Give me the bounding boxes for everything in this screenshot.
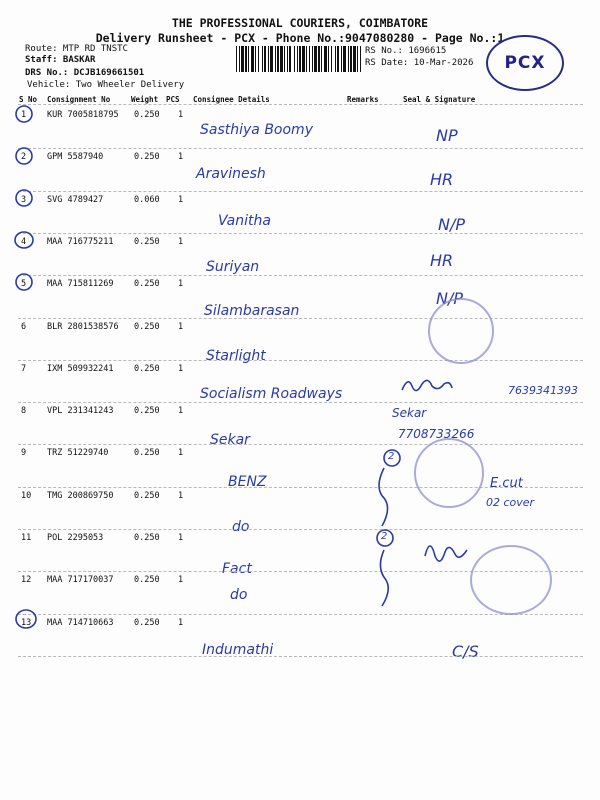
- row-consignee-handwritten: Socialism Roadways: [200, 385, 343, 402]
- row-weight: 0.250: [134, 406, 160, 417]
- row-consignee-handwritten: Indumathi: [202, 641, 274, 658]
- sno-circle-13: [16, 610, 36, 628]
- row-weight: 0.250: [134, 152, 160, 163]
- row-consignment-no: MAA 714710663: [47, 617, 114, 628]
- row-pcs: 1: [178, 406, 184, 417]
- row-signature: NP: [436, 126, 458, 145]
- benz-seal-stamp: [414, 438, 484, 508]
- row-consignment-no: KUR 7005818795: [47, 110, 119, 120]
- staff-label: Staff: BASKAR: [25, 55, 96, 65]
- row-pcs: 1: [178, 575, 184, 586]
- row-pcs: 1: [178, 490, 184, 501]
- vehicle-label: Vehicle: Two Wheeler Delivery: [27, 80, 185, 90]
- row-consignment-no: IXM 509932241: [47, 363, 114, 374]
- sno-circle-4: [15, 232, 33, 248]
- row-pcs: 1: [178, 448, 184, 459]
- row-signature: N/P: [438, 214, 466, 234]
- row-consignee-handwritten: Suriyan: [206, 258, 260, 275]
- handwritten-phone-row7: 7639341393: [508, 384, 578, 397]
- brace-11-12: [380, 550, 388, 606]
- row-sno: 3: [21, 194, 27, 205]
- row-pcs: 1: [178, 194, 184, 205]
- signature-scribble-7: [402, 380, 452, 390]
- row-weight: 0.250: [134, 321, 160, 332]
- company-title: THE PROFESSIONAL COURIERS, COIMBATORE: [171, 16, 429, 30]
- row-pcs: 1: [178, 363, 184, 374]
- row-consignment-no: MAA 715811269: [47, 279, 114, 290]
- row-weight: 0.250: [134, 490, 160, 501]
- row-sno: 6: [21, 321, 27, 332]
- row-weight: 0.250: [134, 110, 160, 120]
- sno-circle-1: [16, 106, 32, 122]
- courier-seal-stamp: [428, 298, 494, 364]
- row-sno: 8: [21, 406, 27, 417]
- row-weight: 0.060: [134, 194, 160, 205]
- rs-date: RS Date: 10-Mar-2026: [365, 58, 474, 68]
- row-consignee-handwritten: Fact: [222, 561, 252, 577]
- row-consignee-handwritten: Starlight: [206, 347, 266, 364]
- col-header-weight: Weight: [131, 95, 159, 104]
- row-sno: 12: [21, 575, 32, 586]
- rs-number: RS No.: 1696615: [365, 46, 447, 56]
- row-weight: 0.250: [134, 279, 160, 290]
- col-header-signature: Seal & Signature: [403, 95, 476, 104]
- row-consignee-handwritten: Vanitha: [218, 212, 271, 229]
- row-pcs: 1: [178, 110, 184, 120]
- row-sno: 9: [21, 448, 27, 459]
- row-sno: 1: [21, 110, 27, 120]
- row-consignment-no: TMG 200869750: [47, 490, 114, 501]
- fact-seal-stamp: [470, 545, 552, 615]
- handwritten-circle-2a: 2: [388, 451, 395, 462]
- row-pcs: 1: [178, 321, 184, 332]
- row-sno: 5: [21, 279, 27, 290]
- runsheet-subtitle: Delivery Runsheet - PCX - Phone No.:9047080280 - Page No.:1: [95, 31, 505, 45]
- row-signature: HR: [430, 250, 454, 270]
- row-consignment-no: BLR 2801538576: [47, 321, 119, 332]
- row-sno: 4: [21, 236, 27, 247]
- pcx-badge: PCX: [486, 35, 564, 91]
- col-header-sno: S No: [19, 95, 38, 104]
- sno-circle-3: [16, 190, 32, 206]
- row-pcs: 1: [178, 152, 184, 163]
- row-weight: 0.250: [134, 363, 160, 374]
- sno-circle-5: [16, 274, 32, 290]
- row-signature: HR: [430, 170, 454, 190]
- row-weight: 0.250: [134, 533, 160, 543]
- row-sno: 13: [21, 617, 32, 628]
- row-consignee-handwritten: Sasthiya Boomy: [200, 122, 313, 138]
- row-sno: 2: [21, 152, 27, 163]
- row-pcs: 1: [178, 236, 184, 247]
- row-consignee-handwritten: BENZ: [228, 474, 267, 491]
- sno-circle-2: [16, 148, 32, 164]
- handwritten-sekar-name: Sekar: [392, 406, 427, 420]
- brace-9-10: [379, 468, 388, 526]
- row-consignee-handwritten: Sekar: [210, 432, 250, 449]
- row-weight: 0.250: [134, 617, 160, 628]
- col-header-pcs: PCS: [166, 95, 180, 104]
- row-consignment-no: GPM 5587940: [47, 152, 104, 163]
- row-weight: 0.250: [134, 236, 160, 247]
- handwritten-sekar-phone: 7708733266: [398, 427, 475, 441]
- row-pcs: 1: [178, 279, 184, 290]
- handwritten-ecut: E.cut: [490, 476, 523, 491]
- signature-scribble-11: [425, 546, 467, 561]
- row-sno: 10: [21, 490, 32, 501]
- row-sno: 11: [21, 533, 32, 543]
- row-consignee-handwritten: Silambarasan: [204, 303, 300, 320]
- row-pcs: 1: [178, 617, 184, 628]
- route-label: Route: MTP RD TNSTC: [25, 44, 128, 54]
- row-consignment-no: SVG 4789427: [47, 194, 104, 205]
- col-header-consignment: Consignment No: [47, 95, 111, 104]
- row-signature: C/S: [452, 641, 479, 661]
- row-consignment-no: VPL 231341243: [47, 406, 114, 417]
- row-weight: 0.250: [134, 448, 160, 459]
- row-consignment-no: MAA 717170037: [47, 575, 114, 586]
- handwritten-covers: 02 cover: [486, 496, 535, 509]
- col-header-remarks: Remarks: [347, 95, 379, 104]
- handwritten-circle-2b: 2: [381, 531, 388, 542]
- drs-label: DRS No.: DCJB169661501: [25, 68, 145, 78]
- row-consignment-no: TRZ 51229740: [47, 448, 109, 459]
- row-pcs: 1: [178, 533, 184, 543]
- row-consignment-no: POL 2295053: [47, 533, 104, 543]
- col-header-consignee: Consignee Details: [193, 95, 270, 104]
- row-weight: 0.250: [134, 575, 160, 586]
- row-sno: 7: [21, 363, 27, 374]
- row-consignee-handwritten: do: [230, 587, 248, 604]
- row-consignee-handwritten: Aravinesh: [196, 166, 266, 183]
- row-signature: N/P: [436, 289, 464, 309]
- row-consignee-handwritten: do: [232, 518, 250, 535]
- row-consignment-no: MAA 716775211: [47, 236, 114, 247]
